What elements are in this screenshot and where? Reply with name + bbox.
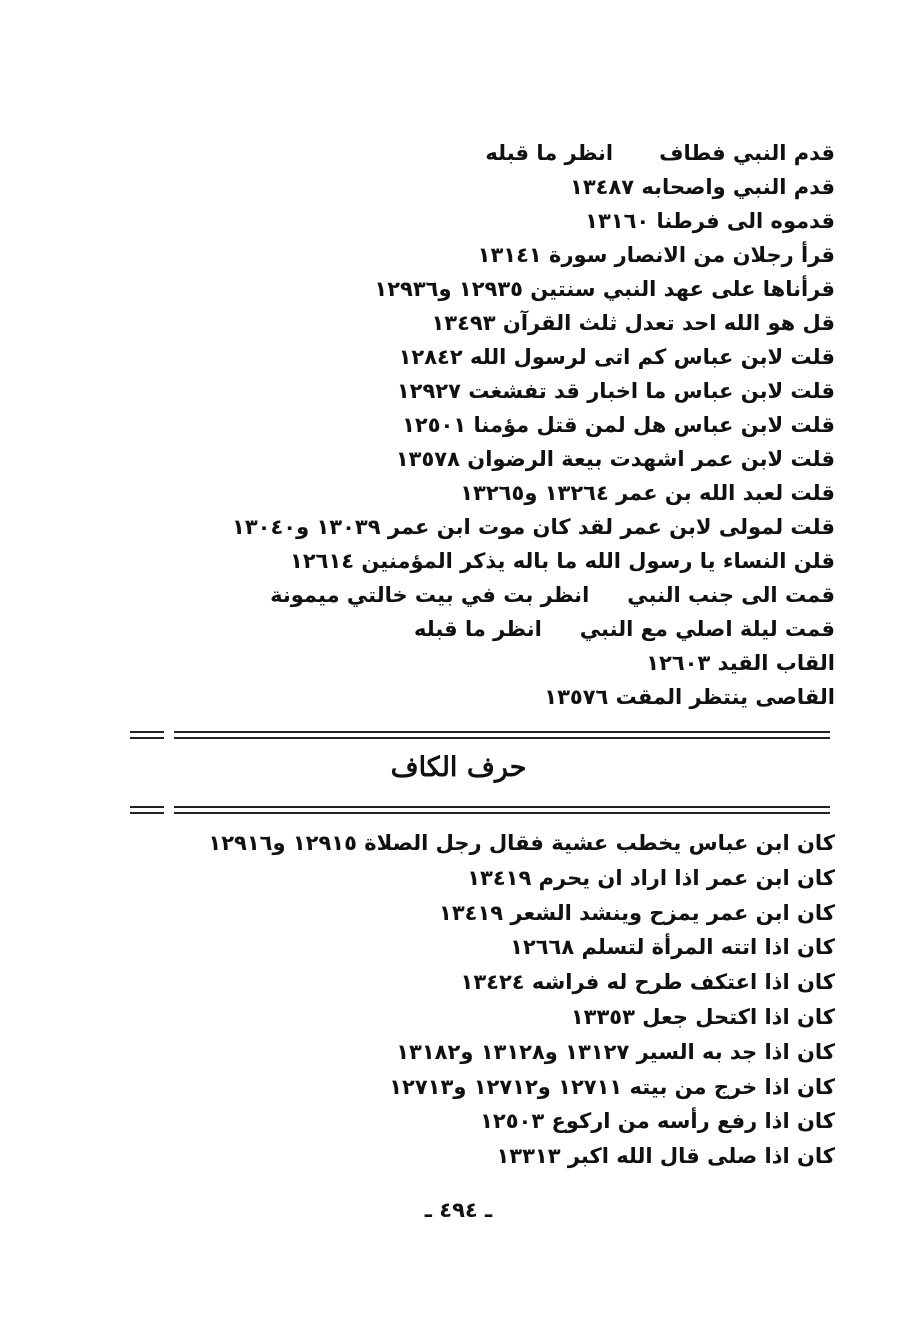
index-entry (235, 442, 835, 476)
index-entry (135, 965, 835, 1000)
divider-line (174, 812, 830, 814)
index-entry (235, 544, 835, 578)
entry-text: كان اذا خرج من بيته ١٢٧١١ و١٢٧١٢ و١٢٧١٣ (389, 1074, 835, 1099)
entry-text: القاب القيد ١٢٦٠٣ (646, 651, 835, 675)
page-number: ـ ٤٩٤ ـ (424, 1198, 493, 1222)
entry-text: كان اذا رفع رأسه من اركوع ١٢٥٠٣ (480, 1109, 835, 1134)
entry-text: قلن النساء يا رسول الله ما باله يذكر المؤمنين ١٢٦١٤ (290, 549, 835, 573)
index-entry (135, 1035, 835, 1070)
index-entry (135, 896, 835, 931)
entry-text: كان ابن عمر اذا اراد ان يحرم ١٣٤١٩ (467, 865, 835, 890)
index-entry (235, 204, 835, 238)
index-entry (135, 826, 835, 861)
entry-text: قلت لعبد الله بن عمر ١٣٢٦٤ و١٣٢٦٥ (460, 481, 835, 505)
index-entry (135, 1070, 835, 1105)
entry-text: كان اذا اعتكف طرح له فراشه ١٣٤٢٤ (460, 970, 835, 995)
index-entry (135, 930, 835, 965)
index-entry (235, 578, 835, 612)
index-entry (235, 612, 835, 646)
divider-line (174, 737, 830, 739)
entry-text: قرأ رجلان من الانصار سورة ١٣١٤١ (477, 243, 835, 267)
index-entry (135, 861, 835, 896)
entry-cross-reference: انظر ما قبله (414, 617, 542, 641)
index-entry (235, 408, 835, 442)
divider-line (130, 737, 164, 739)
section-heading: حرف الكاف (390, 752, 527, 783)
entry-text: قلت لابن عباس كم اتى لرسول الله ١٢٨٤٢ (398, 345, 835, 369)
index-entry (235, 306, 835, 340)
entry-text: كان اذا صلى قال الله اكبر ١٣٣١٣ (496, 1144, 835, 1169)
index-entry (235, 646, 835, 680)
entry-text: قدم النبي فطاف (659, 141, 835, 165)
divider-line (174, 806, 830, 808)
index-entry (232, 510, 835, 544)
divider-line (130, 731, 164, 733)
entry-text: كان ابن عمر يمزح وينشد الشعر ١٣٤١٩ (439, 900, 835, 925)
index-entry (235, 374, 835, 408)
divider-line (130, 806, 164, 808)
entry-text: قمت الى جنب النبي (627, 583, 835, 607)
index-entry (235, 340, 835, 374)
index-entry (235, 238, 835, 272)
index-section-qaf (232, 136, 835, 714)
entry-text: قدم النبي واصحابه ١٣٤٨٧ (570, 175, 835, 199)
index-entry (235, 680, 835, 714)
index-entry (135, 1104, 835, 1139)
index-entry (235, 170, 835, 204)
divider-line (130, 812, 164, 814)
section-divider-bottom (130, 806, 830, 818)
index-entry (235, 272, 835, 306)
entry-text: كان اذا جد به السير ١٣١٢٧ و١٣١٢٨ و١٣١٨٢ (396, 1039, 835, 1064)
entry-text: قلت لابن عباس ما اخبار قد تفشغت ١٢٩٢٧ (396, 379, 835, 403)
entry-text: قلت لابن عمر اشهدت بيعة الرضوان ١٣٥٧٨ (395, 447, 835, 471)
entry-text: كان اذا اكتحل جعل ١٣٣٥٣ (570, 1004, 835, 1029)
index-entry (135, 1139, 835, 1174)
index-entry (235, 476, 835, 510)
entry-text: قمت ليلة اصلي مع النبي (579, 617, 835, 641)
entry-text: قل هو الله احد تعدل ثلث القرآن ١٣٤٩٣ (431, 311, 835, 335)
entry-text: قلت لمولى لابن عمر لقد كان موت ابن عمر ١٣٠٣٩ و١٣٠٤٠ (232, 515, 835, 539)
entry-text: قرأناها على عهد النبي سنتين ١٢٩٣٥ و١٢٩٣٦ (374, 277, 835, 301)
section-divider-top (130, 731, 830, 743)
entry-text: القاصى ينتظر المقت ١٣٥٧٦ (544, 685, 835, 709)
entry-cross-reference: انظر بت في بيت خالتي ميمونة (270, 583, 590, 607)
divider-line (174, 731, 830, 733)
entry-text: قلت لابن عباس هل لمن قتل مؤمنا ١٢٥٠١ (402, 413, 835, 437)
entry-text: كان ابن عباس يخطب عشية فقال رجل الصلاة ١٢٩١٥ و١٢٩١٦ (208, 831, 835, 855)
index-entry (135, 1000, 835, 1035)
index-section-kaf (135, 826, 835, 1174)
entry-cross-reference: انظر ما قبله (485, 141, 614, 165)
entry-text: قدموه الى فرطنا ١٣١٦٠ (585, 209, 835, 233)
index-entry (235, 136, 835, 170)
entry-text: كان اذا اتته المرأة لتسلم ١٢٦٦٨ (510, 935, 835, 960)
